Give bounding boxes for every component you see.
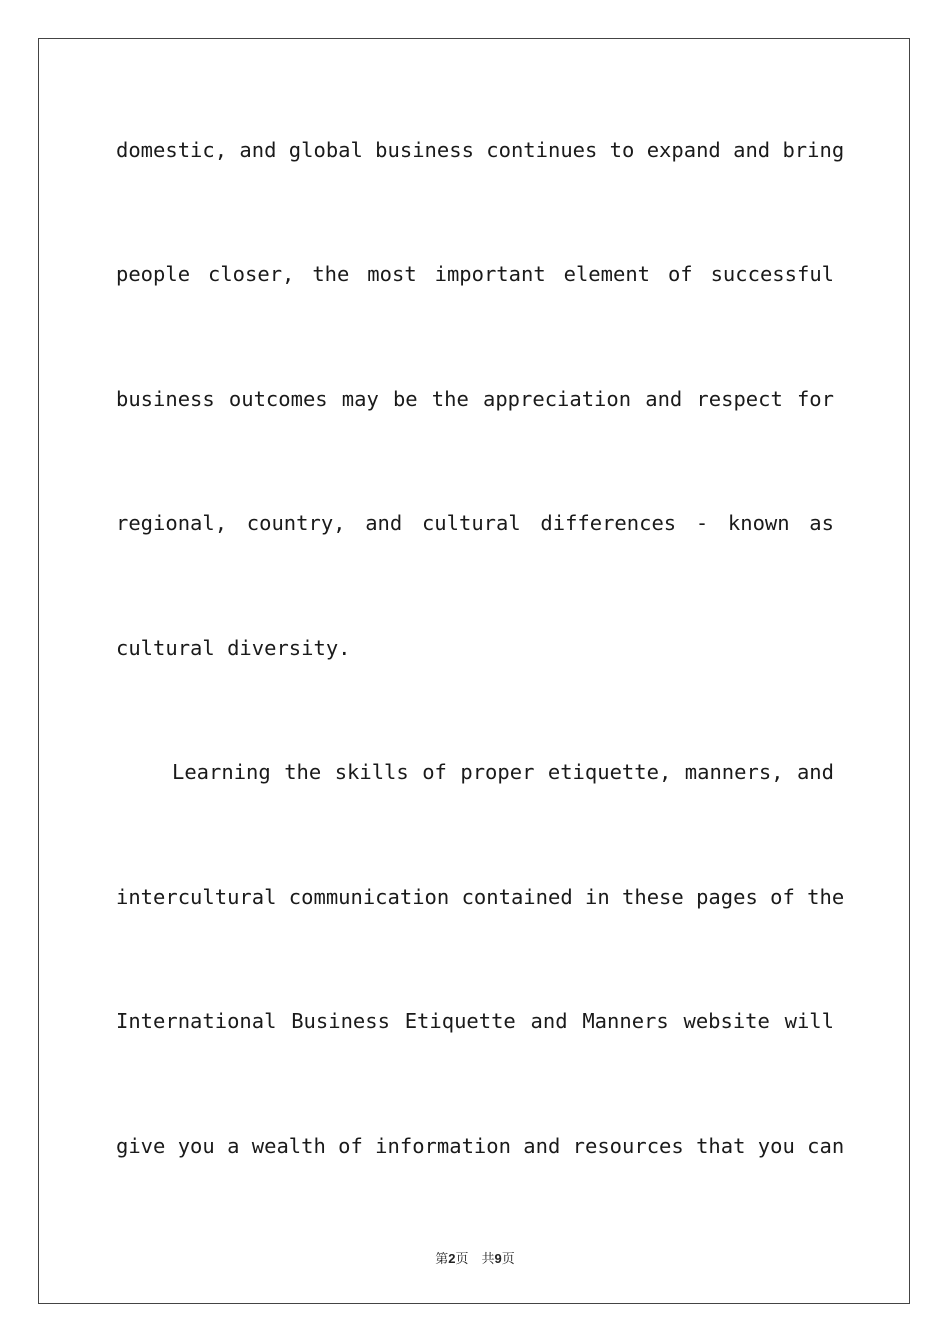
text-line: give you a wealth of information and resources that you can xyxy=(116,1134,845,1158)
page-frame xyxy=(38,38,910,1304)
footer-mid: 页 共 xyxy=(455,1252,495,1267)
footer-prefix: 第 xyxy=(435,1252,449,1267)
text-line: domestic, and global business continues to expand and bring xyxy=(116,138,845,162)
total-page-count: 9 xyxy=(494,1251,502,1266)
text-line: intercultural communication contained in these pages of the xyxy=(116,885,845,909)
paragraph-first-line: Learning the skills of proper etiquette, manners, and xyxy=(172,760,834,784)
text-line: regional, country, and cultural differences - known as xyxy=(116,511,834,535)
text-line: cultural diversity. xyxy=(116,636,351,660)
current-page-number: 2 xyxy=(448,1251,456,1266)
page-footer xyxy=(0,1248,950,1267)
text-line: International Business Etiquette and Manners website will xyxy=(116,1009,834,1033)
text-line: people closer, the most important element of successful xyxy=(116,262,834,286)
footer-suffix: 页 xyxy=(501,1252,515,1267)
text-line: business outcomes may be the appreciation and respect for xyxy=(116,387,834,411)
